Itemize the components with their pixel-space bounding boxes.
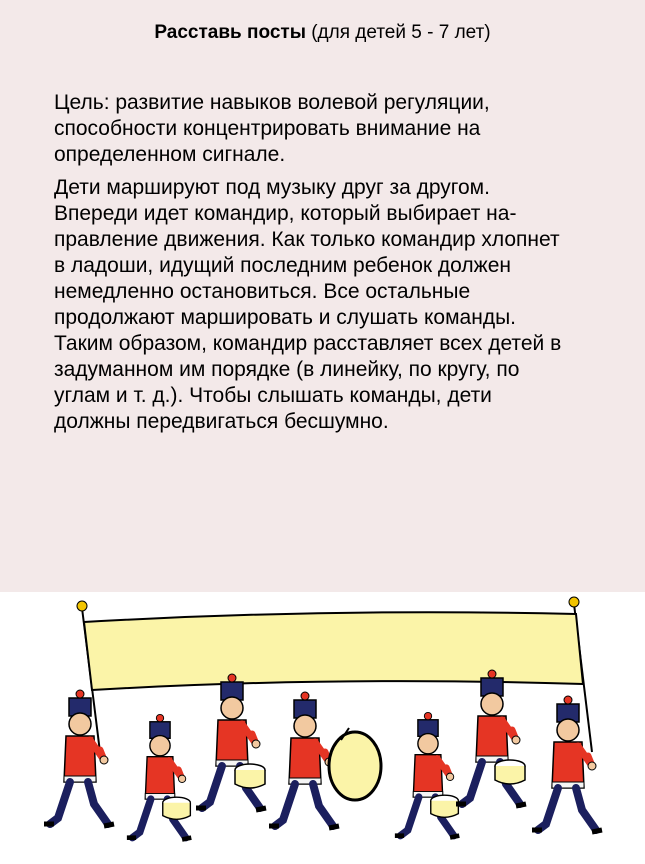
goal-paragraph [54,90,614,168]
soldier-boot-front [450,836,459,838]
soldier-hat-plume [156,714,163,721]
left-pole-tip [77,601,87,611]
soldier-hand [512,736,520,744]
title-age-range: (для детей 5 - 7 лет) [305,22,491,43]
soldier-hat-plume [76,690,84,698]
soldier-hand [178,775,185,782]
soldier-figure [196,674,266,810]
soldier-hat-plume [564,696,572,704]
snare-drum-body [163,803,191,820]
description-line: Таким образом, командир расставляет всех детей в [54,332,562,355]
description-line: правление движения. Как только командир хлопнет [54,228,560,251]
description-line: продолжают маршировать и слушать команды. [54,306,516,329]
soldier-leg-front [88,782,108,824]
snare-drum-body [495,766,525,784]
marching-band-illustration [0,592,645,864]
soldier-hand [252,740,260,748]
description-line: задуманном им порядке (в линейку, по кругу, по [54,358,520,381]
soldier-head [557,719,579,741]
soldier-boot-front [329,826,339,828]
soldier-boot-front [256,808,266,810]
description-line: немедленно остановиться. Все остальные [54,280,471,303]
soldier-figure [395,712,459,837]
soldier-figure [127,714,191,839]
soldier-hat-plume [228,674,236,682]
description-line: Впереди идет командир, который выбирает на- [54,202,517,225]
soldier-head [221,697,243,719]
soldier-leg-back [400,797,418,836]
page-title [0,20,645,46]
bass-drum [329,732,381,800]
soldier-hand [446,773,453,780]
soldier-head [150,736,170,756]
title-bold: Расставь посты [154,22,306,43]
description-paragraph [54,175,614,435]
description-line: в ладоши, идущий последним ребенок должен [54,254,511,277]
soldier-leg-back [275,784,295,826]
soldier-figure [44,690,114,826]
soldier-leg-back [132,799,150,838]
soldier-figure [532,696,602,832]
snare-drum-body [431,801,459,818]
goal-line: Цель: развитие навыков волевой регуляции, [54,91,490,114]
soldier-head [481,693,503,715]
soldiers-group [44,670,602,840]
soldier-boot-front [182,838,191,840]
soldier-hat-plume [301,692,309,700]
right-pole-tip [569,597,579,607]
soldier-leg-front [576,788,596,830]
soldier-figure [269,692,381,828]
soldier-hand [100,756,108,764]
soldier-leg-back [538,788,558,830]
soldier-head [69,713,91,735]
description-line: должны передвигаться бесшумно. [54,410,389,433]
snare-drum-body [235,770,265,788]
soldier-head [294,715,316,737]
soldier-hat-plume [488,670,496,678]
goal-line: определенном сигнале. [54,143,286,166]
soldier-boot-front [592,830,602,832]
description-line: Дети маршируют под музыку друг за другом. [54,176,490,199]
soldier-head [418,734,438,754]
soldier-leg-back [50,782,70,824]
soldier-hand [588,762,596,770]
soldier-boot-front [516,804,526,806]
soldier-leg-back [462,762,482,804]
soldier-leg-back [202,766,222,808]
soldier-figure [456,670,526,806]
soldier-leg-front [313,784,333,826]
goal-line: способности концентрировать внимание на [54,117,481,140]
marching-band-svg [0,592,645,864]
soldier-boot-front [104,824,114,826]
banner [84,612,583,690]
description-line: углам и т. д.). Чтобы слышать команды, дети [54,384,492,407]
soldier-hat-plume [424,712,431,719]
